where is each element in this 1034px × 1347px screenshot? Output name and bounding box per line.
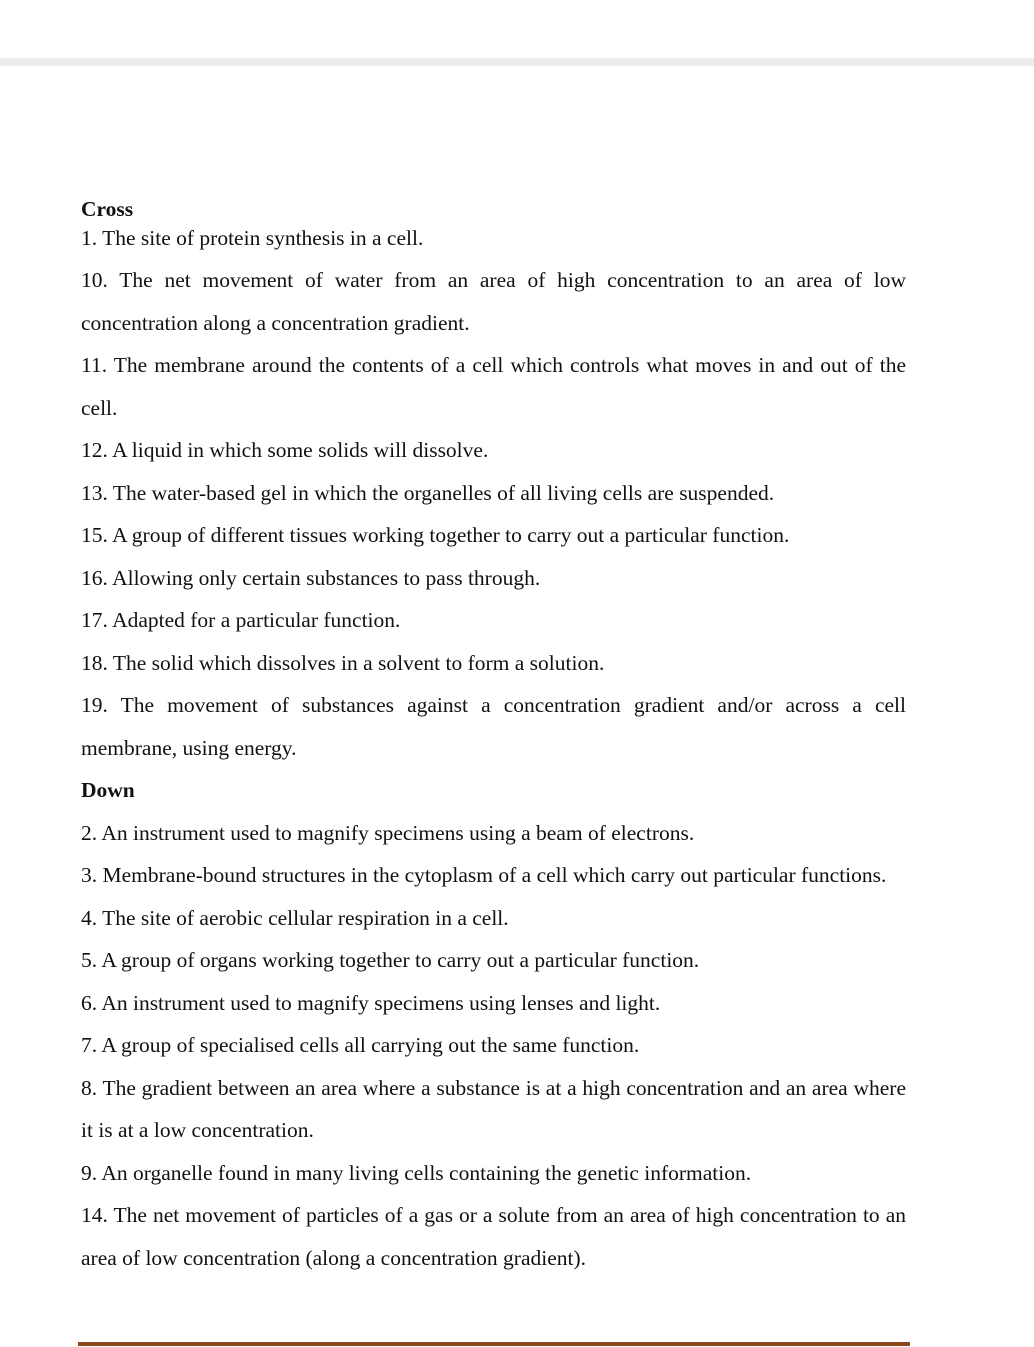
clue-list [81, 195, 906, 1279]
down-clue-7: 7. A group of specialised cells all carrying out the same function. [81, 1033, 640, 1057]
down-clue-4: 4. The site of aerobic cellular respiration in a cell. [81, 905, 509, 930]
across-clue-19: 19. The movement of substances against a concentration gradient and/or across a cell membrane, using energy. [81, 693, 906, 760]
across-clue-15: 15. A group of different tissues working together to carry out a particular function. [81, 523, 790, 547]
across-clue-11: 11. The membrane around the contents of a cell which controls what moves in and out of the cell. [81, 353, 906, 420]
down-clue-5: 5. A group of organs working together to carry out a particular function. [81, 948, 700, 972]
down-clue-2: 2. An instrument used to magnify specimens using a beam of electrons. [81, 820, 695, 845]
down-clue-3: 3. Membrane-bound structures in the cytoplasm of a cell which carry out particular functions. [81, 863, 887, 887]
across-clue-1: 1. The site of protein synthesis in a cell. [81, 226, 424, 250]
down-heading: Down [81, 778, 135, 802]
across-clue-18: 18. The solid which dissolves in a solvent to form a solution. [81, 650, 605, 675]
top-divider-band [0, 58, 1034, 66]
across-clue-10: 10. The net movement of water from an area of high concentration to an area of low concentration along a concentration gradient. [81, 268, 906, 335]
across-clue-12: 12. A liquid in which some solids will dissolve. [81, 438, 489, 462]
down-clue-14: 14. The net movement of particles of a gas or a solute from an area of high concentration to an area of low concentration (along a concentration gradient). [81, 1203, 906, 1270]
footer-rule [78, 1342, 910, 1346]
down-clue-8: 8. The gradient between an area where a substance is at a high concentration and an area where it is at a low concentration. [81, 1075, 906, 1142]
down-clue-9: 9. An organelle found in many living cells containing the genetic information. [81, 1160, 752, 1185]
across-clue-16: 16. Allowing only certain substances to pass through. [81, 565, 541, 590]
across-heading: Cross [81, 197, 134, 221]
down-clue-6: 6. An instrument used to magnify specimens using lenses and light. [81, 990, 661, 1015]
across-clue-17: 17. Adapted for a particular function. [81, 608, 401, 632]
across-clue-13: 13. The water-based gel in which the organelles of all living cells are suspended. [81, 480, 775, 505]
